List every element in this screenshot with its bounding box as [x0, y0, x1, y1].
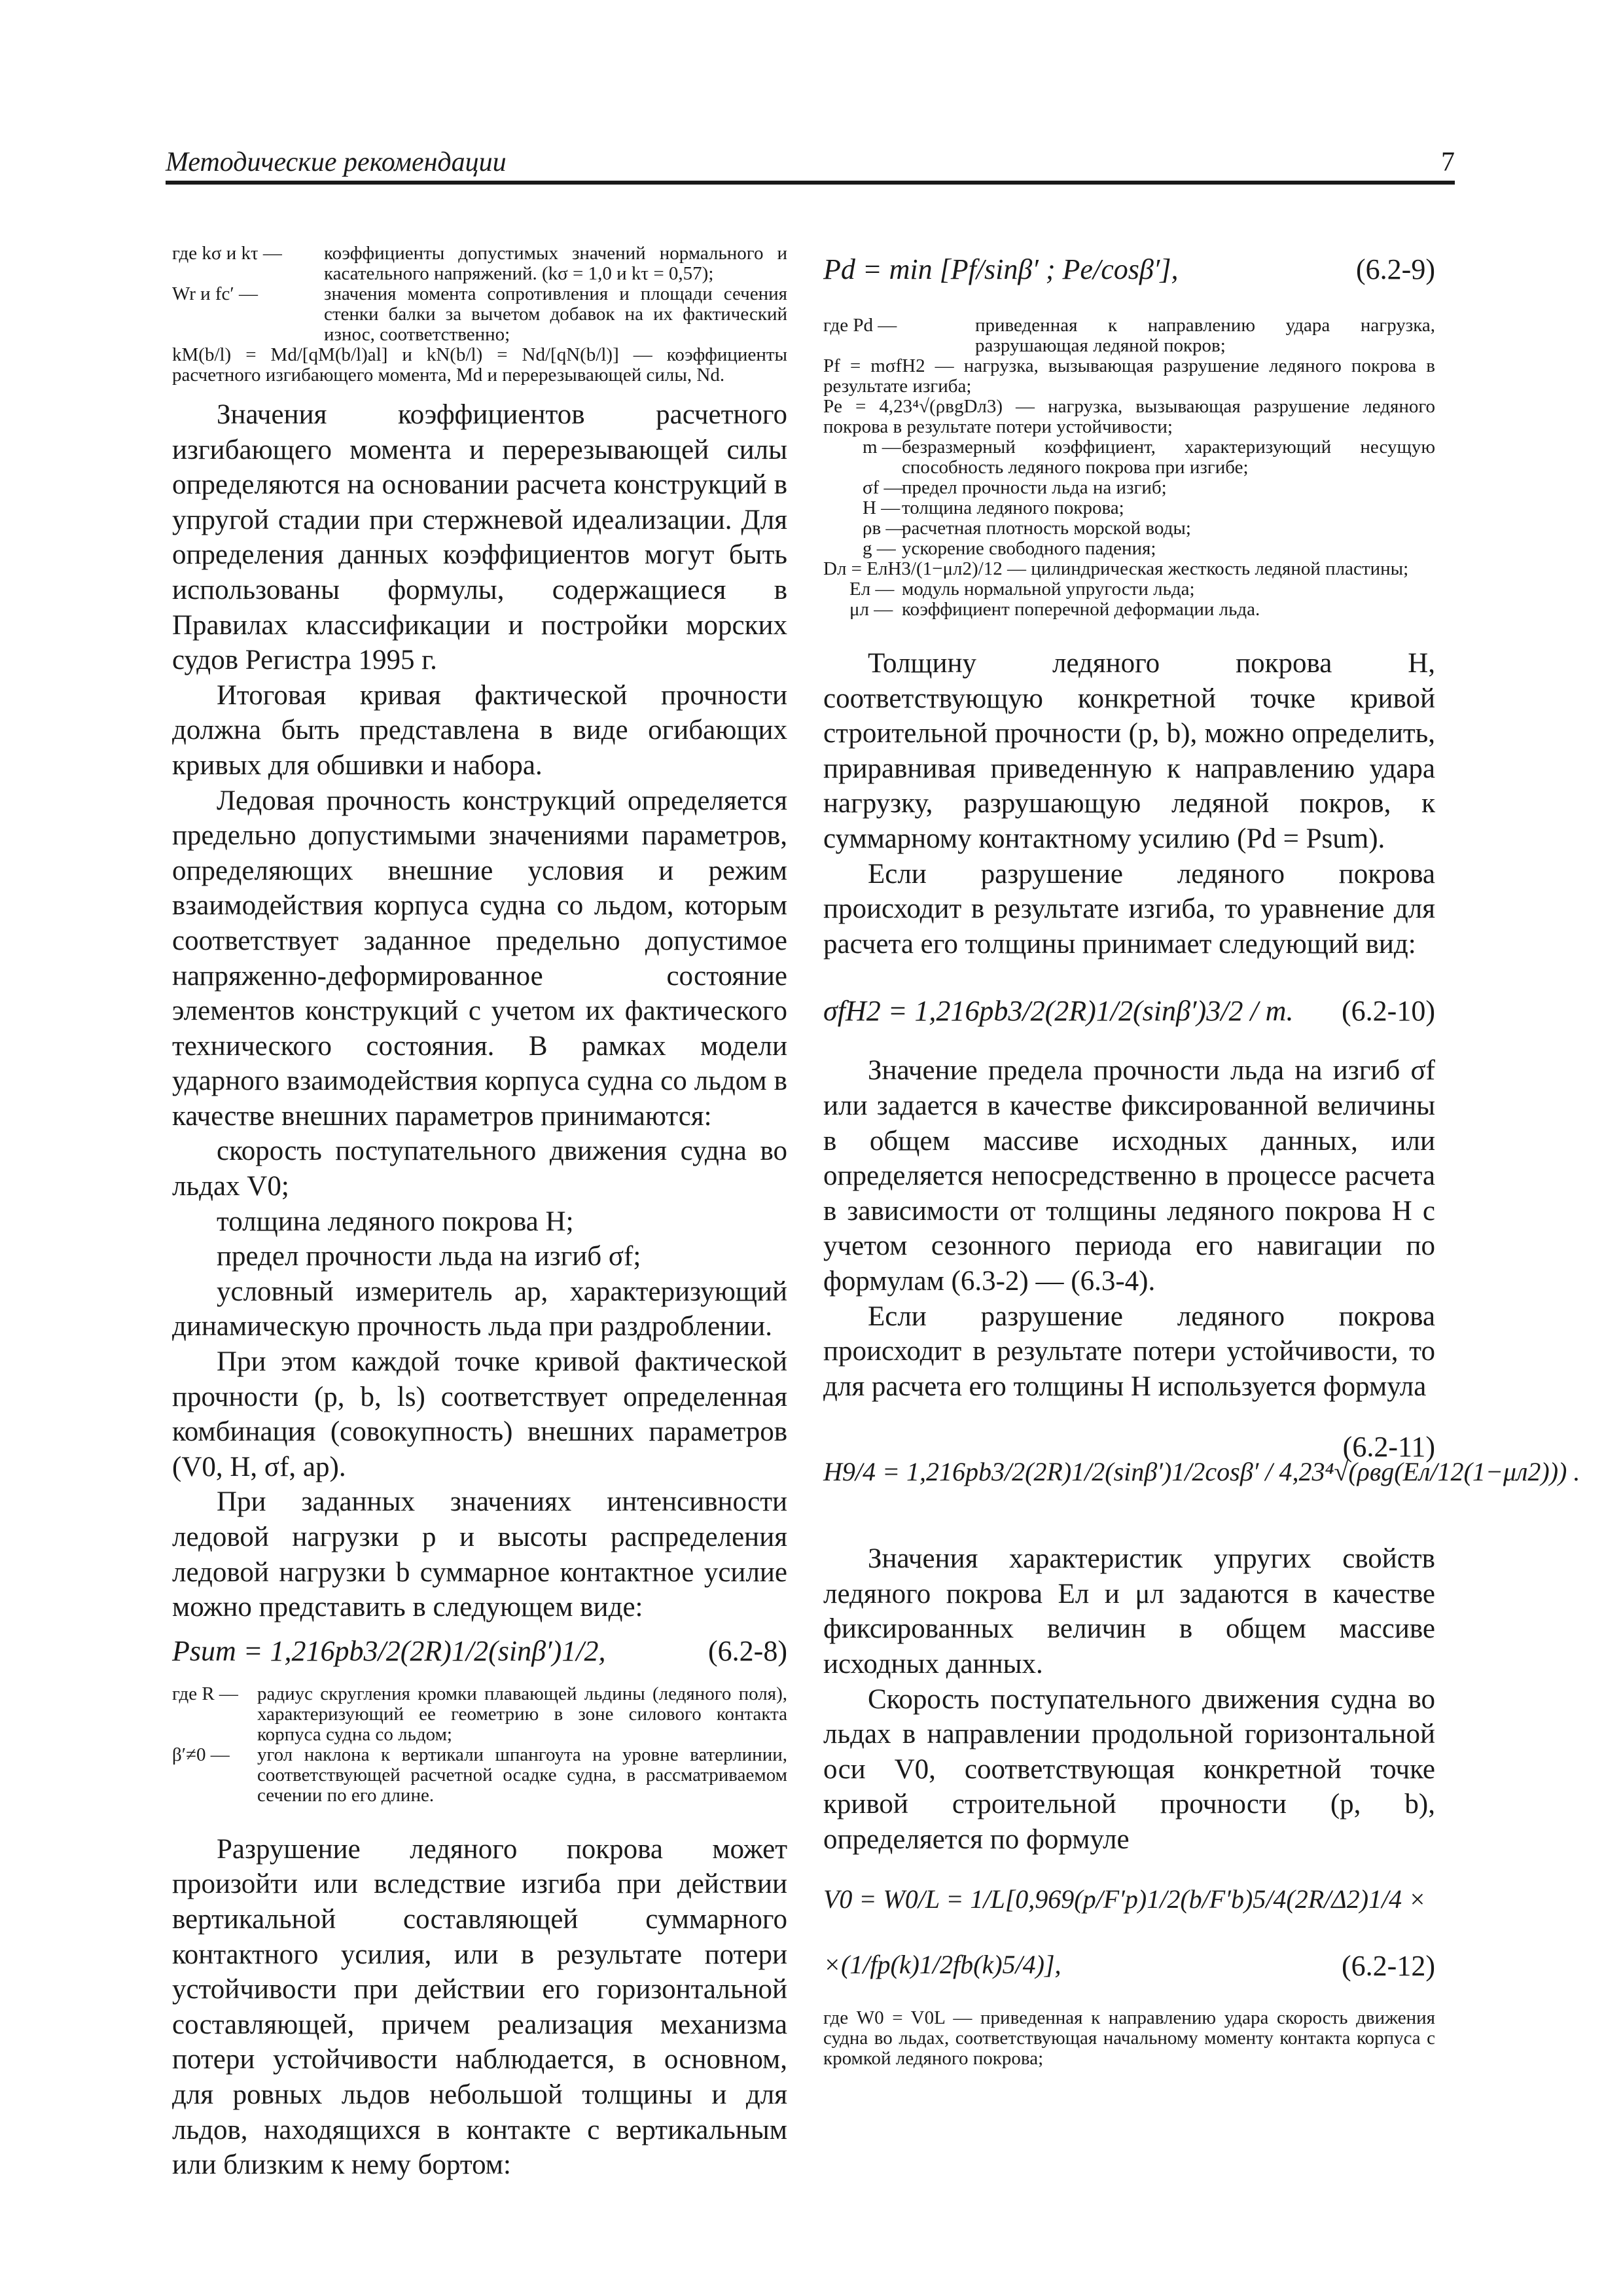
paragraph: условный измеритель ap, характеризующий динамическую прочность льда при раздроблении.: [172, 1276, 787, 1342]
def-item: где Pd — приведенная к направлению удара нагрузка, разрушающая ледяной покров;: [823, 315, 1435, 356]
paragraph: При заданных значениях интенсивности ледовой нагрузки p и высоты распределения ледовой нагрузки b суммарное контактное усилие можно представить в следующем виде:: [172, 1486, 787, 1623]
definitions-top: [172, 243, 787, 386]
def-item: ρв — расчетная плотность морской воды;: [863, 518, 1191, 539]
paragraph: При этом каждой точке кривой фактической прочности (p, b, ls) соответствует определенная комбинация (совокупность) внешних параметров (V0, H, σf, ap).: [172, 1346, 787, 1482]
paragraph: Толщину ледяного покрова H, соответствующую конкретной точке кривой строительной прочности (p, b), можно определить, приравнивая приведенную к направлению удара нагрузку, разрушающую ледяной покров, к суммарному контактному усилию (Pd = Psum).: [823, 648, 1435, 854]
equation-number: (6.2-9): [1356, 253, 1435, 285]
def-item: g — ускорение свободного падения;: [863, 538, 1156, 559]
paragraph: Значения характеристик упругих свойств ледяного покрова Eл и μл задаются в качестве фиксированных величин в общем массиве исходных данных.: [823, 1543, 1435, 1680]
def-item: β′≠0 — угол наклона к вертикали шпангоута на уровне ватерлинии, соответствующей расчетной осадке судна, в рассматриваемом сечении по его длине.: [172, 1744, 787, 1806]
left-column: [172, 243, 787, 2183]
page-header: [166, 145, 1455, 183]
equation-6-2-10: [823, 975, 1435, 1053]
def-item: Dл = EлH3/(1−μл2)/12 — цилиндрическая жесткость ледяной пластины;: [823, 558, 1409, 579]
def-item: μл — коэффициент поперечной деформации льда.: [849, 599, 1260, 620]
equation-6-2-12: [823, 1877, 1435, 2008]
def-item: H — толщина ледяного покрова;: [863, 497, 1124, 518]
paragraph: Значение предела прочности льда на изгиб σf или задается в качестве фиксированной величины в общем массиве исходных данных, или определяется непосредственно в процессе расчета в зависимости от толщины ледяного покрова H с учетом сезонного периода его навигации по формулам (6.3-2) — (6.3-4).: [823, 1055, 1435, 1297]
equation-expression: σfH2 = 1,216pb3/2(2R)1/2(sinβ′)3/2 / m.: [823, 995, 1294, 1028]
equation-6-2-11: [823, 1417, 1580, 1541]
paragraph: Если разрушение ледяного покрова происходит в результате изгиба, то уравнение для расчета его толщины принимает следующий вид:: [823, 858, 1435, 960]
equation-line-1: V0 = W0/L = 1/L[0,969(p/F′p)1/2(b/F′b)5/4(2R/Δ2)1/4 ×: [823, 1884, 1427, 1914]
def-item: Eл — модуль нормальной упругости льда;: [849, 579, 1195, 600]
def-item: Wr и fc′ — значения момента сопротивления и площади сечения стенки балки за вычетом добавок на их фактический износ, соответственно;: [172, 283, 787, 345]
equation-number: (6.2-10): [1342, 995, 1435, 1028]
paragraph: Разрушение ледяного покрова может произойти или вследствие изгиба при действии вертикальной составляющей суммарного контактного усилия, или в результате потери устойчивости при действии его горизонтальной составляющей, причем реализация механизма потери устойчивости наблюдается, в основном, для ровных льдов небольшой толщины и для льдов, находящихся в контакте с вертикальным или близким к нему бортом:: [172, 1833, 787, 2181]
def-item: m — безразмерный коэффициент, характеризующий несущую способность ледяного покрова при изгибе;: [863, 437, 1435, 478]
running-title: Методические рекомендации: [166, 147, 507, 177]
equation-number: (6.2-11): [1342, 1431, 1435, 1463]
page-number: 7: [1441, 147, 1455, 177]
definitions-a: [823, 315, 1435, 620]
equation-6-2-9: [823, 243, 1435, 315]
paragraph: толщина ледяного покрова H;: [217, 1206, 574, 1237]
paragraph: Итоговая кривая фактической прочности должна быть представлена в виде огибающих кривых для обшивки и набора.: [172, 679, 787, 781]
equation-expression: H9/4 = 1,216pb3/2(2R)1/2(sinβ′)1/2cosβ′ / 4,23⁴√(ρвg(Eл/12(1−μл2))) .: [823, 1457, 1580, 1487]
header-rule: [166, 181, 1455, 185]
def-item: σf — предел прочности льда на изгиб;: [863, 477, 1167, 498]
equation-expression: Psum = 1,216pb3/2(2R)1/2(sinβ′)1/2,: [172, 1634, 606, 1667]
paragraph: Ледовая прочность конструкций определяется предельно допустимыми значениями параметров, определяющих внешние условия и режим взаимодействия корпуса судна со льдом, которым соответствует заданное предельно допустимое напряженно-деформированное состояние элементов конструкций с учетом их фактического технического состояния. В рамках модели ударного взаимодействия корпуса судна со льдом в качестве внешних параметров принимаются:: [172, 785, 787, 1132]
equation-6-2-8: [172, 1625, 787, 1684]
paragraph: скорость поступательного движения судна во льдах V0;: [172, 1136, 787, 1202]
definitions-b: [823, 2008, 1435, 2069]
equation-number: (6.2-12): [1342, 1949, 1435, 1982]
equation-line-2: ×(1/fp(k)1/2fb(k)5/4)],: [823, 1949, 1061, 1979]
definitions-mid: [172, 1684, 787, 1806]
paragraph: Если разрушение ледяного покрова происходит в результате потери устойчивости, то для расчета его толщины H используется формула: [823, 1300, 1435, 1402]
paragraph: Скорость поступательного движения судна во льдах в направлении продольной горизонтальной оси V0, соответствующая конкретной точке кривой строительной прочности (p, b), определяется по формуле: [823, 1683, 1435, 1856]
def-item: Pe = 4,23⁴√(ρвgDл3) — нагрузка, вызывающая разрушение ледяного покрова в результате потери устойчивости;: [823, 396, 1436, 437]
paragraph: Значения коэффициентов расчетного изгибающего момента и перерезывающей силы определяются на основании расчета конструкций в упругой стадии при стержневой идеализации. Для определения данных коэффициентов могут быть использованы формулы, содержащиеся в Правилах классификации и постройки морских судов Регистра 1995 г.: [172, 399, 787, 676]
def-item: где W0 = V0L — приведенная к направлению удара скорость движения судна во льдах, соответствующая начальному моменту контакта корпуса с кромкой ледяного покрова;: [823, 2007, 1435, 2069]
paragraph: предел прочности льда на изгиб σf;: [217, 1241, 641, 1272]
equation-expression: Pd = min [Pf/sinβ′ ; Pe/cosβ′],: [823, 253, 1179, 285]
def-item: kM(b/l) = Md/[qM(b/l)al] и kN(b/l) = Nd/[qN(b/l)] — коэффициенты расчетного изгибающего момента, Md и перерезывающей силы, Nd.: [172, 344, 787, 386]
def-item: где kσ и kτ — коэффициенты допустимых значений нормального и касательного напряжений. (kσ = 1,0 и kτ = 0,57);: [172, 243, 787, 284]
def-item: Pf = mσfH2 — нагрузка, вызывающая разрушение ледяного покрова в результате изгиба;: [823, 355, 1435, 397]
equation-number: (6.2-8): [708, 1634, 787, 1667]
right-column: [823, 243, 1580, 2069]
def-item: где R — радиус скругления кромки плавающей льдины (ледяного поля), характеризующий ее геометрию в зоне силового контакта корпуса судна со льдом;: [172, 1683, 787, 1745]
